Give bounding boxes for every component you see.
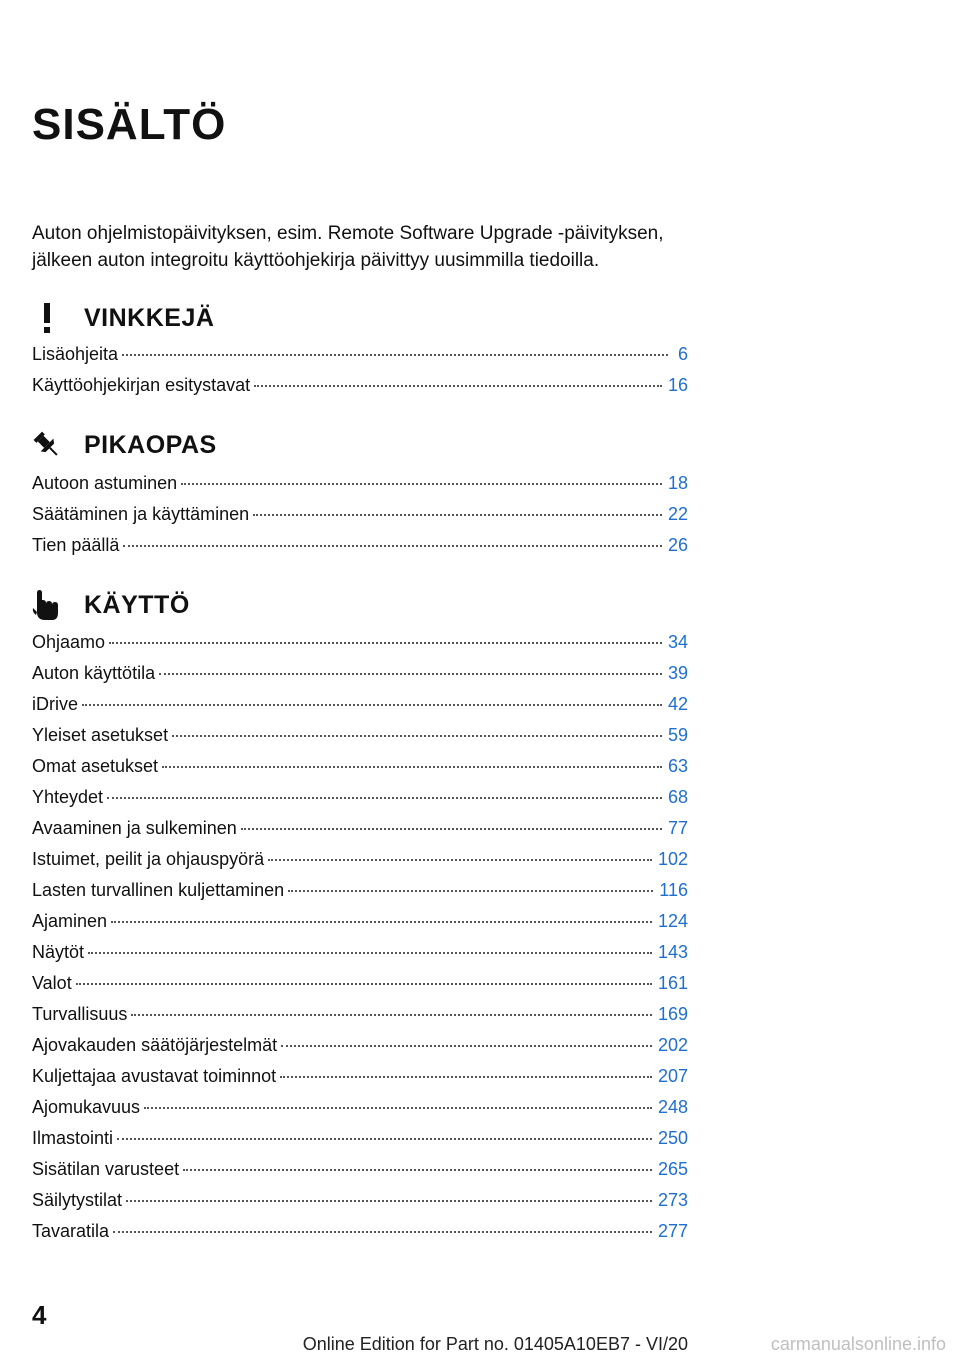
toc-entry-title: Ajaminen [32,911,108,931]
toc-entry-title: Ohjaamo [32,632,106,652]
dot-leader [159,673,662,675]
toc-entry-title: Avaaminen ja sulkeminen [32,818,237,838]
dot-leader [183,1169,652,1171]
toc-entry[interactable] [32,813,688,844]
toc-list-pikaopas [32,468,688,561]
toc-entry-title: Auton käyttötila [32,663,156,683]
toc-page-link[interactable]: 116 [659,880,688,900]
section-label: PIKAOPAS [84,430,217,459]
toc-page-link[interactable]: 63 [667,756,688,776]
dot-leader [117,1138,652,1140]
toc-entry[interactable] [32,370,688,401]
dot-leader [88,952,652,954]
toc-entry[interactable] [32,937,688,968]
dot-leader [123,545,662,547]
toc-page-link[interactable]: 26 [667,535,688,555]
toc-entry[interactable] [32,968,688,999]
toc-entry[interactable] [32,1061,688,1092]
toc-list-vinkkeja [32,339,688,401]
toc-entry-title: Käyttöohjekirjan esitystavat [32,375,251,395]
toc-page-link[interactable]: 6 [677,344,688,364]
section-heading-kaytto [32,585,190,625]
toc-entry[interactable] [32,875,688,906]
dot-leader [144,1107,652,1109]
toc-page-link[interactable]: 39 [667,663,688,683]
dot-leader [126,1200,652,1202]
toc-page-link[interactable]: 202 [657,1035,688,1055]
toc-entry[interactable] [32,906,688,937]
toc-entry[interactable] [32,1185,688,1216]
dot-leader [241,828,662,830]
dot-leader [288,890,653,892]
dot-leader [280,1076,652,1078]
dot-leader [122,354,668,356]
toc-entry[interactable] [32,782,688,813]
toc-entry[interactable] [32,339,688,370]
toc-page-link[interactable]: 169 [657,1004,688,1024]
toc-entry[interactable] [32,689,688,720]
toc-entry[interactable] [32,658,688,689]
dot-leader [107,797,662,799]
toc-entry-title: iDrive [32,694,79,714]
dot-leader [76,983,652,985]
toc-entry-title: Säätäminen ja käyttäminen [32,504,250,524]
page-title: SISÄLTÖ [32,100,227,149]
toc-page-link[interactable]: 34 [667,632,688,652]
hand-pointer-icon [32,587,62,623]
dot-leader [181,483,662,485]
toc-page-link[interactable]: 161 [657,973,688,993]
section-label: VINKKEJÄ [84,303,215,332]
toc-entry-title: Sisätilan varusteet [32,1159,180,1179]
toc-page-link[interactable]: 207 [657,1066,688,1086]
dot-leader [281,1045,652,1047]
toc-page-link[interactable]: 16 [667,375,688,395]
section-heading-vinkkeja [32,298,214,338]
toc-entry[interactable] [32,1154,688,1185]
toc-page-link[interactable]: 143 [657,942,688,962]
toc-entry-title: Kuljettajaa avustavat toiminnot [32,1066,277,1086]
toc-entry-title: Yhteydet [32,787,104,807]
pin-icon [32,427,62,463]
toc-entry[interactable] [32,751,688,782]
toc-entry-title: Istuimet, peilit ja ohjauspyörä [32,849,265,869]
dot-leader [254,385,662,387]
toc-page-link[interactable]: 42 [667,694,688,714]
toc-entry[interactable] [32,627,688,658]
toc-page-link[interactable]: 22 [667,504,688,524]
dot-leader [113,1231,652,1233]
toc-page-link[interactable]: 250 [657,1128,688,1148]
dot-leader [253,514,662,516]
toc-entry-title: Valot [32,973,72,993]
toc-entry[interactable] [32,499,688,530]
toc-list-kaytto [32,627,688,1247]
toc-entry-title: Säilytystilat [32,1190,123,1210]
toc-entry[interactable] [32,720,688,751]
toc-entry-title: Ajomukavuus [32,1097,141,1117]
toc-page-link[interactable]: 102 [657,849,688,869]
section-label: KÄYTTÖ [84,590,190,619]
toc-entry-title: Lasten turvallinen kuljettaminen [32,880,285,900]
toc-entry-title: Omat asetukset [32,756,159,776]
toc-entry-title: Autoon astuminen [32,473,178,493]
watermark: carmanualsonline.info [770,1334,946,1354]
toc-page-link[interactable]: 18 [667,473,688,493]
section-heading-pikaopas [32,425,217,465]
toc-entry[interactable] [32,844,688,875]
toc-entry[interactable] [32,468,688,499]
toc-entry-title: Tavaratila [32,1221,110,1241]
footer-edition-text: Online Edition for Part no. 01405A10EB7 - VI/20 [302,1334,688,1354]
toc-entry[interactable] [32,999,688,1030]
dot-leader [131,1014,652,1016]
dot-leader [82,704,662,706]
dot-leader [172,735,662,737]
toc-entry[interactable] [32,1030,688,1061]
toc-entry[interactable] [32,530,688,561]
toc-entry-title: Ajovakauden säätöjärjestelmät [32,1035,278,1055]
toc-entry[interactable] [32,1123,688,1154]
intro-text: Auton ohjelmistopäivityksen, esim. Remote Software Upgrade -päivityksen, jälkeen auton integroitu käyttöohjekirja päivittyy uusimmilla tiedoilla. [32,223,664,271]
toc-entry-title: Turvallisuus [32,1004,128,1024]
toc-page-link[interactable]: 265 [657,1159,688,1179]
dot-leader [162,766,662,768]
dot-leader [109,642,662,644]
toc-page-link[interactable]: 68 [667,787,688,807]
exclamation-icon [32,300,62,336]
toc-entry-title: Ilmastointi [32,1128,114,1148]
dot-leader [111,921,652,923]
toc-entry-title: Tien päällä [32,535,120,555]
toc-page-link[interactable]: 273 [657,1190,688,1210]
toc-page-link[interactable]: 277 [657,1221,688,1241]
toc-page-link[interactable]: 248 [657,1097,688,1117]
dot-leader [268,859,652,861]
toc-entry-title: Yleiset asetukset [32,725,169,745]
toc-entry[interactable] [32,1092,688,1123]
toc-entry[interactable] [32,1216,688,1247]
toc-page-link[interactable]: 59 [667,725,688,745]
toc-page-link[interactable]: 124 [657,911,688,931]
toc-page-link[interactable]: 77 [667,818,688,838]
toc-entry-title: Lisäohjeita [32,344,119,364]
page-number: 4 [32,1300,47,1330]
toc-entry-title: Näytöt [32,942,85,962]
